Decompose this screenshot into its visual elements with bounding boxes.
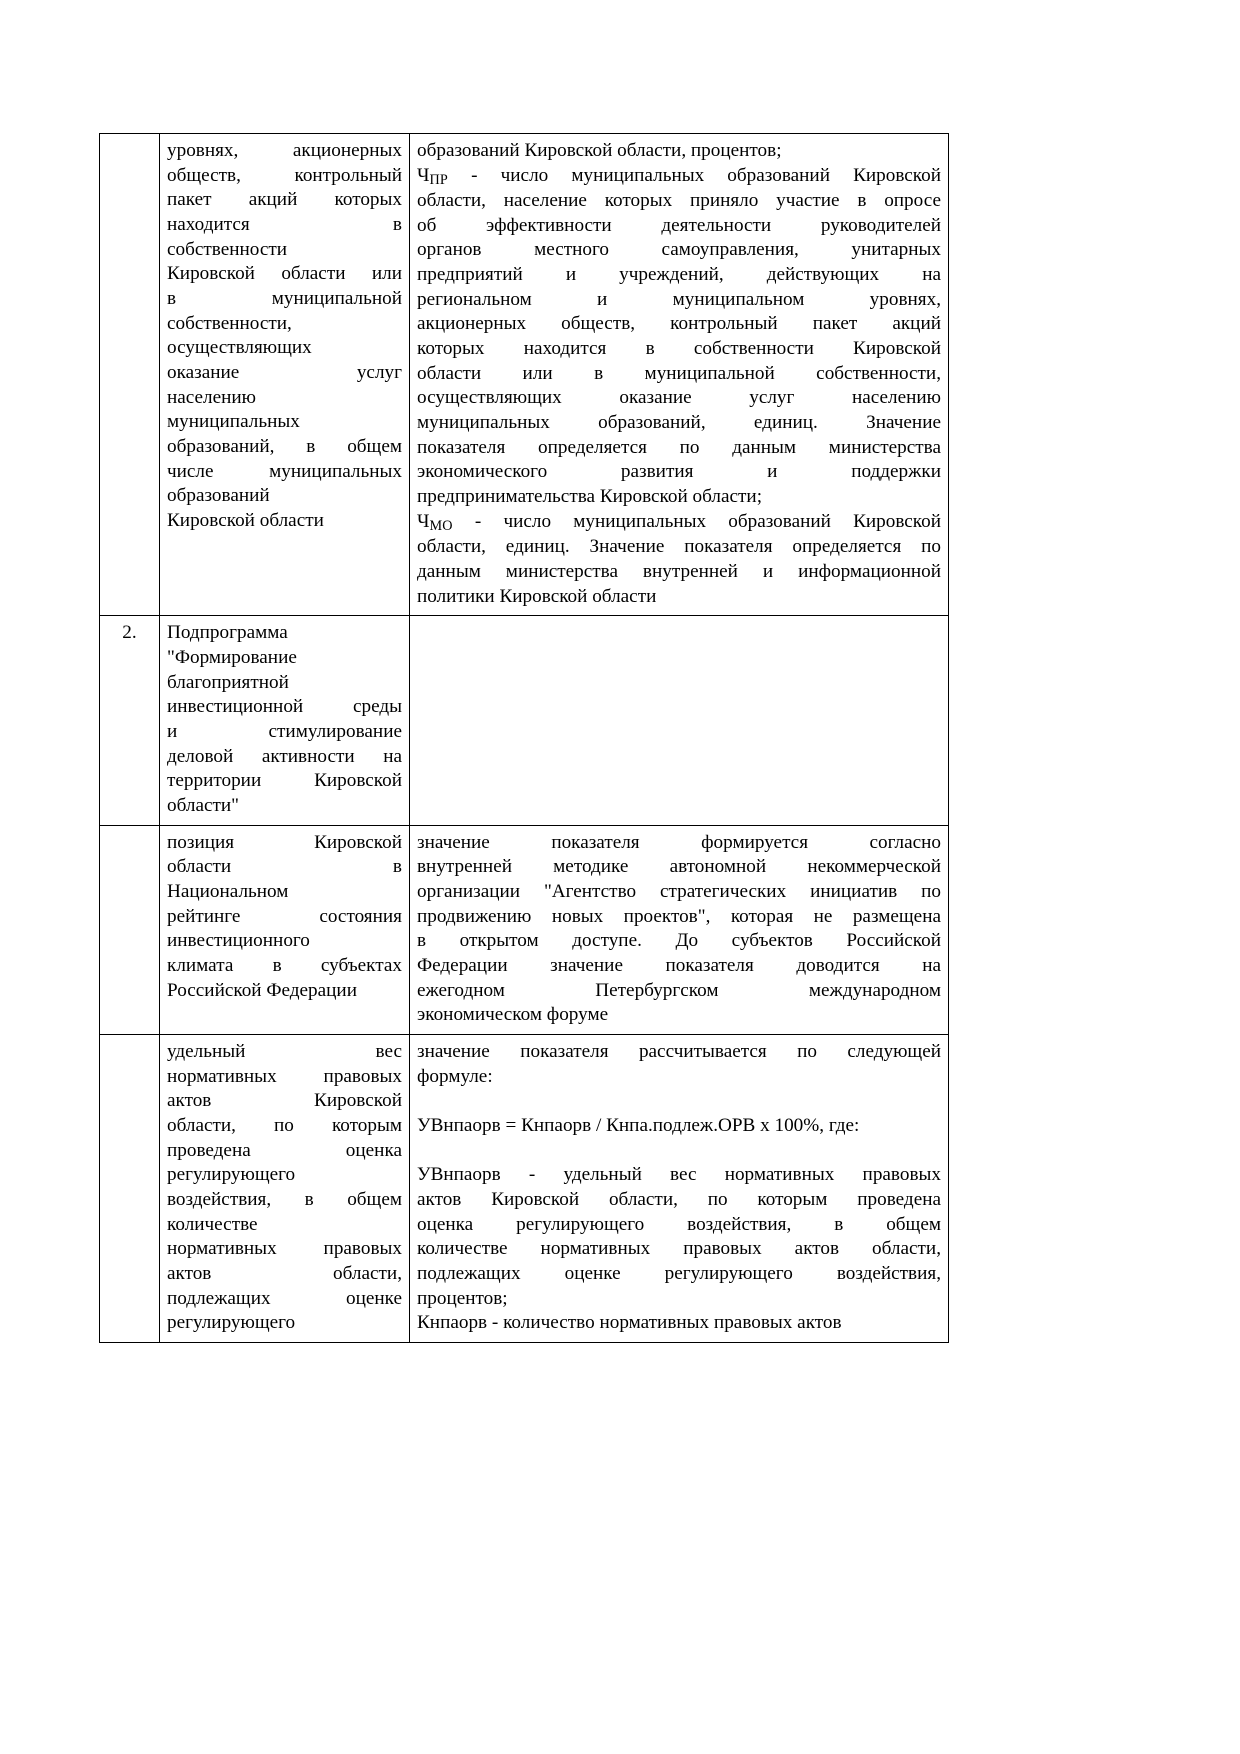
text-line: значение показателя рассчитывается по следующей [417, 1040, 941, 1062]
text-line: подлежащих оценке регулирующего воздействия, [417, 1262, 941, 1284]
text-line: предприятий и учреждений, действующих на [417, 264, 941, 286]
text-line: УВнпаорв = Кнпаорв / Кнпа.подлеж.ОРВ х 100%, где: [417, 1114, 860, 1136]
text-line: регулирующего [167, 1312, 296, 1334]
text-line: климата в субъектах [167, 954, 402, 976]
text-line: данным министерства внутренней и информационной [417, 560, 941, 582]
text-line: находится в [167, 214, 402, 236]
text-line [417, 1089, 941, 1114]
indicators-table [99, 133, 949, 1343]
text-line: региональном и муниципальном уровнях, [417, 288, 941, 310]
text-line: области, население которых приняло участие в опросе [417, 190, 941, 212]
text-line: в открытом доступе. До субъектов Российской [417, 930, 941, 952]
text-line: подлежащих оценке [167, 1287, 402, 1309]
table-row [100, 134, 949, 616]
text-line: области" [167, 794, 239, 816]
text-line: $Ч_{МО}$ - число муниципальных образований Кировской [417, 510, 941, 534]
text-line: осуществляющих [167, 337, 312, 359]
calculation-method-cell [410, 134, 949, 616]
row-number-cell [100, 825, 160, 1034]
text-line: области, по которым [167, 1114, 402, 1136]
text-line: уровнях, акционерных [167, 140, 402, 161]
indicator-name-text [167, 139, 402, 534]
text-line: формуле: [417, 1065, 493, 1087]
text-line: актов Кировской [167, 1090, 402, 1112]
row-number-cell [100, 134, 160, 616]
text-line: оказание услуг [167, 362, 402, 384]
subscript: ПР [429, 171, 449, 188]
text-line: в муниципальной [167, 288, 402, 310]
subscript: МО [429, 517, 453, 534]
table-row [100, 1034, 949, 1342]
text-line: "Формирование [167, 646, 297, 668]
text-line: количестве [167, 1213, 258, 1235]
text-line: Национальном [167, 880, 289, 902]
text-line: экономического развития и поддержки [417, 461, 941, 483]
text-line: продвижению новых проектов", которая не размещена [417, 905, 941, 927]
text-line: благоприятной [167, 671, 289, 693]
calculation-method-text [417, 831, 941, 1028]
text-line: внутренней методике автономной некоммерческой [417, 856, 941, 878]
text-line: области, единиц. Значение показателя определяется по [417, 536, 941, 558]
text-line: собственности [167, 238, 288, 260]
text-line: количестве нормативных правовых актов области, [417, 1238, 941, 1260]
row-number-cell [100, 616, 160, 825]
text-line: об эффективности деятельности руководителей [417, 214, 941, 236]
text-line: области в [167, 856, 402, 878]
text-line: и стимулирование [167, 720, 402, 742]
text-line [417, 1139, 941, 1164]
text-line: муниципальных образований, единиц. Значение [417, 412, 941, 434]
calculation-method-cell [410, 825, 949, 1034]
text-line: воздействия, в общем [167, 1188, 402, 1210]
text-line: $Ч_{ПР}$ - число муниципальных образований Кировской [417, 164, 941, 188]
text-line: инвестиционной среды [167, 696, 402, 718]
text-line: осуществляющих оказание услуг населению [417, 387, 941, 409]
text-line: процентов; [417, 1287, 508, 1309]
subprogram-name-cell [160, 616, 410, 825]
text-line: проведена оценка [167, 1139, 402, 1161]
text-line: актов области, [167, 1262, 402, 1284]
text-line: рейтинге состояния [167, 905, 402, 927]
text-line: Российской Федерации [167, 979, 357, 1001]
text-line: УВнпаорв - удельный вес нормативных правовых [417, 1164, 941, 1186]
calculation-method-cell [410, 1034, 949, 1342]
text-line: числе муниципальных [167, 460, 402, 482]
text-line: обществ, контрольный [167, 164, 402, 186]
text-line: показателя определяется по данным министерства [417, 436, 941, 458]
text-line: нормативных правовых [167, 1238, 402, 1260]
text-line: деловой активности на [167, 745, 402, 767]
calculation-method-cell-empty [410, 616, 949, 825]
row-number-cell [100, 1034, 160, 1342]
table-row [100, 825, 949, 1034]
indicator-name-cell [160, 134, 410, 616]
text-line: Кировской области [167, 510, 324, 532]
text-line: органов местного самоуправления, унитарных [417, 239, 941, 261]
text-line: собственности, [167, 312, 292, 334]
text-line: актов Кировской области, по которым проведена [417, 1188, 941, 1210]
text-line: Подпрограмма [167, 622, 288, 644]
subprogram-name-text [167, 621, 402, 818]
text-line: Федерации значение показателя доводится на [417, 954, 941, 976]
table-row [100, 616, 949, 825]
row-number-label: 2. [122, 622, 137, 644]
text-line: оценка регулирующего воздействия, в общем [417, 1213, 941, 1235]
indicator-name-cell [160, 825, 410, 1034]
indicator-name-cell [160, 1034, 410, 1342]
text-line: муниципальных [167, 411, 300, 433]
indicator-name-text [167, 831, 402, 1004]
text-line: нормативных правовых [167, 1065, 402, 1087]
text-line: предпринимательства Кировской области; [417, 486, 763, 508]
text-line: акционерных обществ, контрольный пакет акций [417, 313, 941, 335]
text-line: области или в муниципальной собственности, [417, 362, 941, 384]
text-line: территории Кировской [167, 770, 402, 792]
text-line: пакет акций которых [167, 189, 402, 211]
text-line: регулирующего [167, 1164, 296, 1186]
text-line: значение показателя формируется согласно [417, 831, 941, 853]
text-line: которых находится в собственности Кировской [417, 338, 941, 360]
text-line: Кировской области или [167, 263, 402, 285]
calculation-method-text [417, 139, 941, 609]
indicator-name-text [167, 1040, 402, 1336]
text-line: образований Кировской области, процентов; [417, 140, 782, 161]
text-line: экономическом форуме [417, 1004, 609, 1026]
text-line: инвестиционного [167, 930, 310, 952]
calculation-method-text [417, 1040, 941, 1336]
text-line: ежегодном Петербургском международном [417, 979, 941, 1001]
text-line: населению [167, 386, 257, 408]
text-line: позиция Кировской [167, 831, 402, 853]
text-line: удельный вес [167, 1040, 402, 1062]
text-line: Кнпаорв - количество нормативных правовых актов [417, 1312, 842, 1334]
text-line: организации "Агентство стратегических инициатив по [417, 880, 941, 902]
text-line: образований [167, 485, 270, 507]
text-line: политики Кировской области [417, 585, 657, 607]
text-line: образований, в общем [167, 436, 402, 458]
